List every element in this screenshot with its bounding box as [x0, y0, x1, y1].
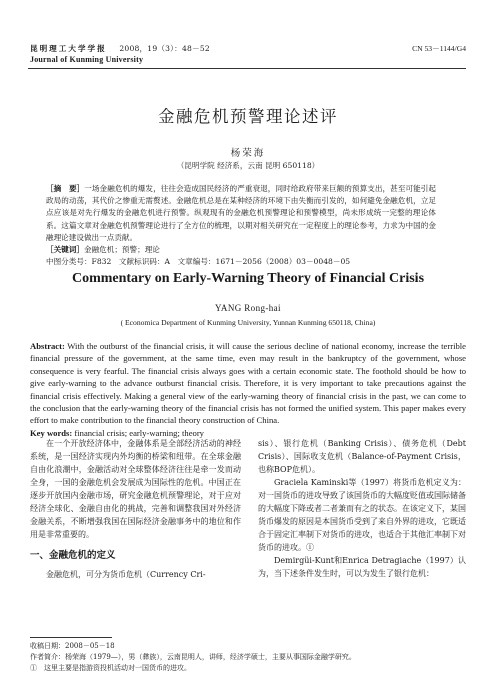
footnotes	[30, 641, 466, 674]
abstract-label-cn: ［摘 要］	[46, 184, 85, 193]
article-title-cn: 金融危机预警理论述评	[158, 107, 338, 126]
author-affiliation-en: ( Economica Department of Kunming University, Yunnan Kunming 650118, China)	[120, 318, 376, 327]
demirguc-paragraph: Demirgüi-Kunt和Enrica Detragiache（1997）认为，当下述条件发生时，可以为发生了银行危机：	[258, 556, 466, 578]
intro-paragraph: 在一个开放经济体中，金融体系是全部经济活动的神经系统，是一国经济实现内外均衡的桥梁和纽带。在全球金融自由化浪潮中，金融活动对全球整体经济往往是牵一发而动全身，一国的金融危机会发展成为国际性的危机。中国正在逐步开放国内金融市场，研究金融危机预警理论，对于应对经济全球化、金融自由化的挑战，完善和调整我国对外经济金融关系，不断增强我国在国际经济金融事务中的地位和作用是非常重要的。	[30, 439, 241, 539]
body-column-right	[258, 437, 466, 580]
abstract-label-en: Abstract:	[30, 341, 65, 351]
body-column-left	[30, 437, 241, 581]
keywords-en: financial crisis; early-warning; theory	[72, 427, 204, 438]
issue-info: 2008，19（3）：48－52	[119, 44, 210, 53]
received-date: 收稿日期：2008－05－18	[30, 642, 115, 650]
header-divider	[28, 68, 466, 69]
footnote-divider	[30, 637, 112, 638]
classification-info: 中图分类号：F832 文献标识码：A 文章编号：1671－2056（2008）03－0048－05	[46, 257, 351, 267]
author-name-en: YANG Rong-hai	[215, 303, 281, 313]
kaminski-paragraph: Graciela Kaminski等（1997）将货币危机定义为：对一国货币的进攻导致了该国货币的大幅度贬值或国际储备的大幅度下降或者二者兼而有之的状态。在该定义下，某国货币爆发的原因是本国货币受到了来自外界的进攻，它既适合于固定汇率制下对货币的进攻，也适合于其他汇率制下对货币的进攻。①	[258, 478, 466, 552]
abstract-text-cn: 一场金融危机的爆发，往往会造成国民经济的严重衰退，同时给政府带来巨额的预算支出，甚至可能引起政局的动荡，其代价之惨重无需赘述。金融危机总是在某种经济的环境下由失衡而引发的，如何避免金融危机，立足点应该是对先行爆发的金融危机进行预警。纵观现有的金融危机预警理论和预警模型，尚未形成统一完整的理论体系。这篇文章对金融危机预警理论进行了全方位的梳理，以期对相关研究在一定程度上的理论参考，力求为中国的金融理论建设做出一点贡献。	[46, 184, 437, 242]
author-name-cn: 杨荣海	[230, 148, 266, 159]
abstract-en	[30, 340, 466, 439]
definition-paragraph: 金融危机，可分为货币危机（Currency Cri-	[46, 570, 206, 579]
abstract-text-en: With the outburst of the financial crisis, it will cause the serious decline of national economy, increase the terrible financial pressure of the government, at the same time, even may result in the bankruptcy of the government, whose consequence is very fearful. The financial crisis always goes with a certain economic state. The foothold should be how to give early-warning to the advance outburst financial crisis. Therefore, it is very important to take precautions against the financial crisis effectively. Making a general view of the early-warning theory of financial crisis in the past, we can come to the conclusion that the early-warning theory of the financial crisis has not formed the unified system. This paper makes every effort to make contribution to the financial theory construction of China.	[30, 341, 466, 426]
author-affiliation-cn: （昆明学院 经济系，云南 昆明 650118）	[176, 161, 320, 170]
author-bio: 作者简介：杨荣海（1979—），男（彝族），云南昆明人，讲师，经济学硕士，主要从事国际金融学研究。	[30, 653, 356, 661]
section-heading: 一、金融危机的定义	[30, 550, 116, 561]
journal-name-en: Journal of Kunming University	[30, 55, 144, 64]
journal-name-cn: 昆明理工大学学报	[30, 44, 107, 53]
abstract-cn	[46, 183, 436, 268]
cn-code: CN 53－1144/G4	[412, 44, 466, 53]
keywords-label-cn: ［关键词］	[46, 245, 84, 255]
footnote-1: ① 这里主要是指游资投机活动对一国货币的进攻。	[30, 664, 191, 672]
crisis-types-paragraph: sis）、银行危机（Banking Crisis）、债务危机（Debt Crisis）、国际收支危机（Balance-of-Payment Crisis，也称BOP危机）。	[258, 439, 466, 474]
keywords-cn: 金融危机；预警；理论	[83, 245, 160, 255]
article-title-en: Commentary on Early-Warning Theory of Financial Crisis	[71, 271, 425, 286]
running-header-left	[30, 43, 210, 65]
keywords-label-en: Key words:	[30, 427, 73, 438]
